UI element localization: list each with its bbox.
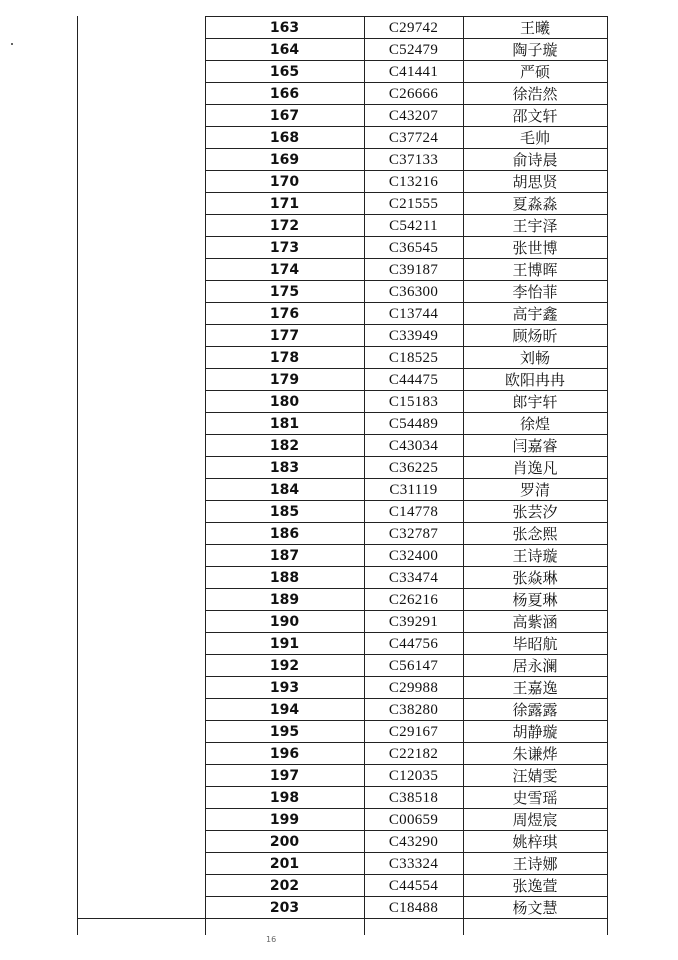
student-code: C36545 xyxy=(388,240,439,256)
student-name: 杨文慧 xyxy=(512,899,558,917)
student-name: 严硕 xyxy=(519,63,550,81)
row-number: 163 xyxy=(269,20,300,36)
student-code: C31119 xyxy=(389,482,438,498)
row-number: 175 xyxy=(269,284,300,300)
row-number: 168 xyxy=(269,130,300,146)
student-code: C12035 xyxy=(388,768,439,784)
row-number: 203 xyxy=(269,900,300,916)
student-name: 毛帅 xyxy=(519,129,550,147)
student-code: C44756 xyxy=(388,636,439,652)
row-number: 200 xyxy=(269,834,300,850)
student-code: C13744 xyxy=(388,306,439,322)
student-code: C44554 xyxy=(388,878,439,894)
student-code: C38518 xyxy=(388,790,439,806)
row-number: 173 xyxy=(269,240,300,256)
row-number: 180 xyxy=(269,394,300,410)
row-number: 172 xyxy=(269,218,300,234)
student-name: 毕昭航 xyxy=(512,635,558,653)
row-number: 195 xyxy=(269,724,300,740)
student-name: 张逸萱 xyxy=(512,877,558,895)
student-name: 史雪瑶 xyxy=(512,789,558,807)
student-name: 王诗娜 xyxy=(512,855,558,873)
student-name: 肖逸凡 xyxy=(512,459,558,477)
row-number: 193 xyxy=(269,680,300,696)
student-name: 郎宇轩 xyxy=(512,393,558,411)
row-number: 190 xyxy=(269,614,300,630)
row-number: 194 xyxy=(269,702,300,718)
student-code: C44475 xyxy=(388,372,439,388)
student-code: C22182 xyxy=(388,746,439,762)
row-number: 181 xyxy=(269,416,300,432)
student-code: C43290 xyxy=(388,834,439,850)
student-code: C39187 xyxy=(388,262,439,278)
row-number: 186 xyxy=(269,526,300,542)
student-name: 王曦 xyxy=(519,19,550,37)
row-number: 165 xyxy=(269,64,300,80)
student-name: 高宇鑫 xyxy=(512,305,558,323)
row-number: 171 xyxy=(269,196,300,212)
student-code: C21555 xyxy=(388,196,439,212)
student-name: 邵文轩 xyxy=(512,107,558,125)
student-name: 李怡菲 xyxy=(512,283,558,301)
student-name: 居永澜 xyxy=(512,657,558,675)
row-number: 192 xyxy=(269,658,300,674)
student-code: C39291 xyxy=(388,614,439,630)
student-name: 徐露露 xyxy=(512,701,558,719)
row-number: 167 xyxy=(269,108,300,124)
row-number: 187 xyxy=(269,548,300,564)
row-number: 179 xyxy=(269,372,300,388)
student-name: 徐煌 xyxy=(519,415,550,433)
row-number: 176 xyxy=(269,306,300,322)
row-number: 197 xyxy=(269,768,300,784)
student-name: 王宇泽 xyxy=(512,217,558,235)
row-number: 199 xyxy=(269,812,300,828)
student-name: 闫嘉睿 xyxy=(512,437,558,455)
student-name: 夏淼淼 xyxy=(512,195,558,213)
row-number: 182 xyxy=(269,438,300,454)
student-code: C26666 xyxy=(388,86,439,102)
student-name: 王博晖 xyxy=(512,261,558,279)
student-name: 欧阳冉冉 xyxy=(504,371,565,389)
row-number: 169 xyxy=(269,152,300,168)
student-name: 张芸汐 xyxy=(512,503,558,521)
student-name: 顾炀昕 xyxy=(512,327,558,345)
student-code: C33324 xyxy=(388,856,439,872)
student-code: C26216 xyxy=(388,592,439,608)
student-code: C54489 xyxy=(388,416,439,432)
student-name: 罗清 xyxy=(519,481,550,499)
row-number: 177 xyxy=(269,328,300,344)
row-number: 184 xyxy=(269,482,300,498)
row-number: 174 xyxy=(269,262,300,278)
row-number: 164 xyxy=(269,42,300,58)
row-number: 178 xyxy=(269,350,300,366)
row-number: 170 xyxy=(269,174,300,190)
student-table xyxy=(77,16,607,935)
student-code: C54211 xyxy=(389,218,438,234)
student-name: 姚梓琪 xyxy=(512,833,558,851)
student-name: 张焱琳 xyxy=(512,569,558,587)
student-code: C52479 xyxy=(388,42,439,58)
student-code: C00659 xyxy=(388,812,439,828)
student-name: 张念熙 xyxy=(512,525,558,543)
student-name: 王诗璇 xyxy=(512,547,558,565)
student-code: C43034 xyxy=(388,438,439,454)
student-code: C14778 xyxy=(388,504,439,520)
student-name: 胡思贤 xyxy=(512,173,558,191)
student-code: C13216 xyxy=(388,174,439,190)
student-name: 陶子璇 xyxy=(512,41,558,59)
student-code: C56147 xyxy=(388,658,439,674)
row-number: 201 xyxy=(269,856,300,872)
row-number: 188 xyxy=(269,570,300,586)
student-name: 朱谦烨 xyxy=(512,745,558,763)
table-column-border xyxy=(77,16,78,935)
student-code: C18525 xyxy=(388,350,439,366)
row-number: 202 xyxy=(269,878,300,894)
row-number: 191 xyxy=(269,636,300,652)
scan-dot xyxy=(11,43,13,45)
student-name: 杨夏琳 xyxy=(512,591,558,609)
student-name: 刘畅 xyxy=(519,349,550,367)
student-code: C29167 xyxy=(388,724,439,740)
student-name: 周煜宸 xyxy=(512,811,558,829)
student-code: C29988 xyxy=(388,680,439,696)
student-name: 徐浩然 xyxy=(512,85,558,103)
student-code: C37133 xyxy=(388,152,439,168)
student-code: C33949 xyxy=(388,328,439,344)
page-number: 16 xyxy=(266,935,277,944)
table-column-border xyxy=(607,16,608,935)
student-code: C32787 xyxy=(388,526,439,542)
student-code: C18488 xyxy=(388,900,439,916)
student-name: 俞诗晨 xyxy=(512,151,558,169)
row-number: 183 xyxy=(269,460,300,476)
row-number: 189 xyxy=(269,592,300,608)
student-code: C37724 xyxy=(388,130,439,146)
row-number: 196 xyxy=(269,746,300,762)
student-code: C38280 xyxy=(388,702,439,718)
student-code: C32400 xyxy=(388,548,439,564)
student-name: 胡静璇 xyxy=(512,723,558,741)
row-number: 198 xyxy=(269,790,300,806)
student-code: C29742 xyxy=(388,20,439,36)
student-code: C15183 xyxy=(388,394,439,410)
student-code: C36225 xyxy=(388,460,439,476)
student-code: C36300 xyxy=(388,284,439,300)
row-number: 185 xyxy=(269,504,300,520)
student-code: C33474 xyxy=(388,570,439,586)
student-name: 高紫涵 xyxy=(512,613,558,631)
row-number: 166 xyxy=(269,86,300,102)
student-name: 王嘉逸 xyxy=(512,679,558,697)
student-code: C41441 xyxy=(388,64,439,80)
student-name: 张世博 xyxy=(512,239,558,257)
student-code: C43207 xyxy=(388,108,439,124)
student-name: 汪婧雯 xyxy=(512,767,558,785)
